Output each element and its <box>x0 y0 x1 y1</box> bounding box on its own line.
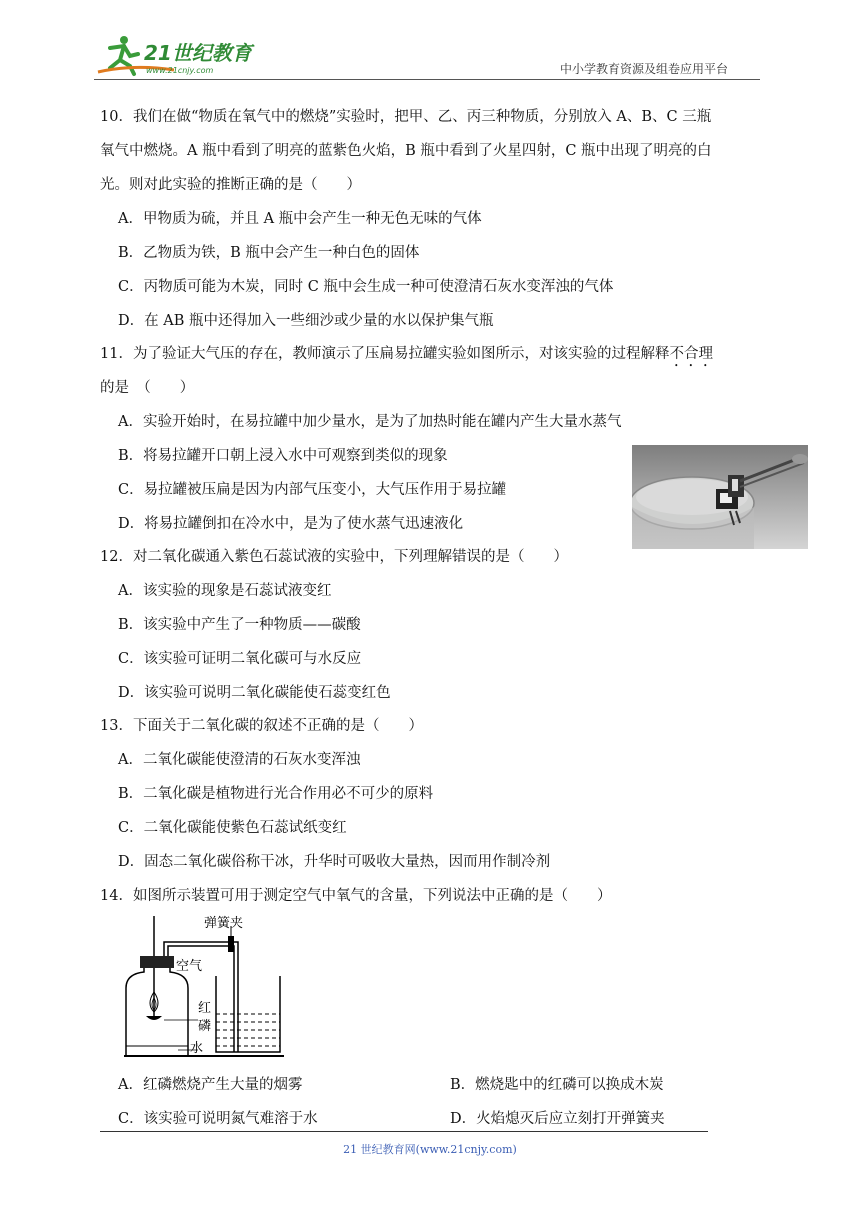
logo-text: 21世纪教育 <box>144 41 252 65</box>
q10-option-c[interactable]: C．丙物质可能为木炭，同时 C 瓶中会生成一种可使澄清石灰水变浑浊的气体 <box>118 279 614 295</box>
label-phosphorus-1: 红 <box>198 1001 212 1016</box>
q11-option-b[interactable]: B．将易拉罐开口朝上浸入水中可观察到类似的现象 <box>118 448 448 464</box>
q10-stem-line1: 10．我们在做“物质在氧气中的燃烧”实验时，把甲、乙、丙三种物质，分别放入 A、B、C 三瓶 <box>100 109 712 125</box>
spring-clamp <box>228 936 234 952</box>
label-clamp: 弹簧夹 <box>204 916 244 931</box>
q10-option-d[interactable]: D．在 AB 瓶中还得加入一些细沙或少量的水以保护集气瓶 <box>118 313 494 329</box>
q11-stem-line1 <box>100 344 770 370</box>
can-crush-photo <box>632 445 808 549</box>
q14-option-d[interactable]: D．火焰熄灭后应立刻打开弹簧夹 <box>450 1111 665 1127</box>
header-divider <box>94 79 760 80</box>
q13-stem: 13．下面关于二氧化碳的叙述不正确的是（ ） <box>100 718 423 734</box>
q10-option-a[interactable]: A．甲物质为硫，并且 A 瓶中会产生一种无色无味的气体 <box>118 211 482 227</box>
label-water: 水 <box>190 1041 204 1056</box>
q14-option-b[interactable]: B．燃烧匙中的红磷可以换成木炭 <box>450 1077 664 1093</box>
q14-option-c[interactable]: C．该实验可说明氮气难溶于水 <box>118 1111 318 1127</box>
q11-option-a[interactable]: A．实验开始时，在易拉罐中加少量水，是为了加热时能在罐内产生大量水蒸气 <box>118 414 622 430</box>
q12-option-a[interactable]: A．该实验的现象是石蕊试液变红 <box>118 583 332 599</box>
site-logo <box>94 34 264 78</box>
q13-option-d[interactable]: D．固态二氧化碳俗称干冰，升华时可吸收大量热，因而用作制冷剂 <box>118 854 551 870</box>
label-phosphorus-2: 磷 <box>198 1019 212 1034</box>
footer-divider <box>100 1131 708 1132</box>
oxygen-measurement-apparatus <box>118 912 298 1062</box>
beaker-water <box>216 1014 280 1046</box>
label-air: 空气 <box>176 959 203 974</box>
q14-stem: 14．如图所示装置可用于测定空气中氧气的含量，下列说法中正确的是（ ） <box>100 888 612 904</box>
q11-option-d[interactable]: D．将易拉罐倒扣在冷水中，是为了使水蒸气迅速液化 <box>118 516 464 532</box>
q12-option-d[interactable]: D．该实验可说明二氧化碳能使石蕊变红色 <box>118 685 391 701</box>
q12-option-b[interactable]: B．该实验中产生了一种物质——碳酸 <box>118 617 361 633</box>
q10-stem-line2: 氧气中燃烧。A 瓶中看到了明亮的蓝紫色火焰，B 瓶中看到了火星四射，C 瓶中出现了明亮的白 <box>100 143 712 159</box>
footer-link[interactable]: 21 世纪教育网(www.21cnjy.com) <box>343 1143 517 1156</box>
q14-option-a[interactable]: A．红磷燃烧产生大量的烟雾 <box>118 1077 303 1093</box>
rubber-stopper <box>140 956 174 968</box>
q11-stem-emphasis: 不合理 <box>669 346 713 362</box>
q13-option-a[interactable]: A．二氧化碳能使澄清的石灰水变浑浊 <box>118 752 361 768</box>
q10-option-b[interactable]: B．乙物质为铁，B 瓶中会产生一种白色的固体 <box>118 245 420 261</box>
logo-url: www.21cnjy.com <box>146 66 214 75</box>
q11-stem-line2: 的是 （ ） <box>100 380 195 396</box>
q12-option-c[interactable]: C．该实验可证明二氧化碳可与水反应 <box>118 651 362 667</box>
q12-stem: 12．对二氧化碳通入紫色石蕊试液的实验中，下列理解错误的是（ ） <box>100 549 568 565</box>
header-platform-text: 中小学教育资源及组卷应用平台 <box>560 62 729 76</box>
collection-bottle <box>126 968 188 1056</box>
q13-option-b[interactable]: B．二氧化碳是植物进行光合作用必不可少的原料 <box>118 786 434 802</box>
combustion-spoon <box>146 1016 162 1020</box>
q13-option-c[interactable]: C．二氧化碳能使紫色石蕊试纸变红 <box>118 820 347 836</box>
q11-stem-text: 11．为了验证大气压的存在，教师演示了压扁易拉罐实验如图所示，对该实验的过程解释 <box>100 346 670 362</box>
q11-option-c[interactable]: C．易拉罐被压扁是因为内部气压变小，大气压作用于易拉罐 <box>118 482 507 498</box>
q10-stem-line3: 光。则对此实验的推断正确的是（ ） <box>100 177 361 193</box>
